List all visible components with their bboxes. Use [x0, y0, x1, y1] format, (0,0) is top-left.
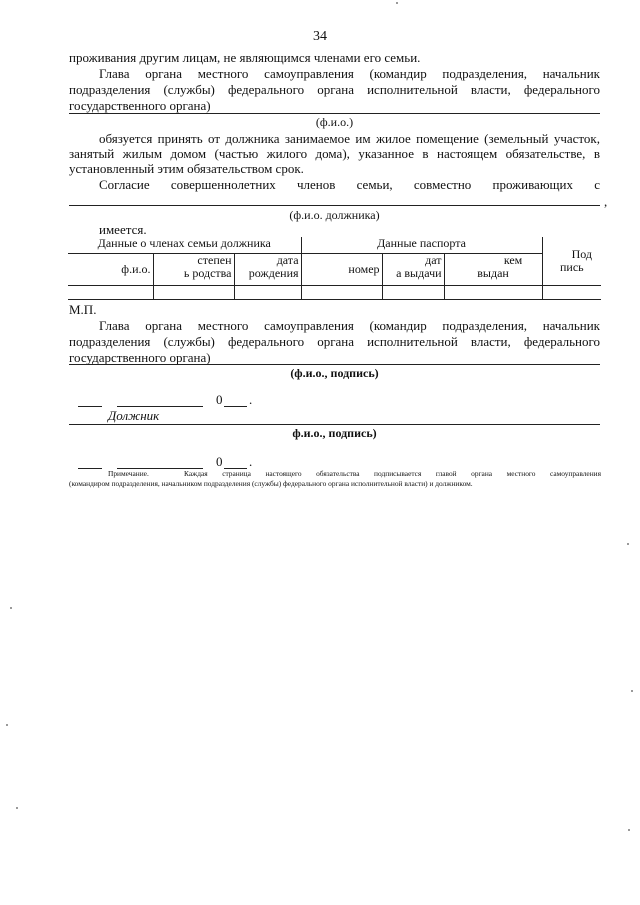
table-cell	[382, 285, 444, 299]
month-line	[117, 406, 203, 407]
col-issued-by	[444, 253, 542, 285]
head-of-authority-2-line3: государственного органа)	[69, 350, 211, 365]
debtor-fill-line	[69, 205, 600, 206]
debtor-label: Должник	[108, 408, 160, 423]
col-passport-number: номер	[301, 253, 382, 285]
col-issue-date	[382, 253, 444, 285]
col-birth-date	[234, 253, 301, 285]
fio-fill-line	[69, 113, 600, 114]
signature-header-part2: пись	[559, 259, 584, 274]
signature-header-part1: Под	[571, 246, 593, 261]
caption-fio: (ф.и.о.)	[315, 115, 354, 129]
caption-fio-sign: (ф.и.о., подпись)	[290, 366, 379, 380]
table-cell	[153, 285, 234, 299]
table-cell	[234, 285, 301, 299]
table-cell	[542, 285, 601, 299]
exists-word: имеется.	[99, 222, 147, 237]
scan-speck	[10, 607, 12, 609]
head-of-authority-line3: государственного органа)	[69, 98, 211, 113]
head-of-authority-2-line2: подразделения (службы) федерального органа исполнительной власти, федерального	[69, 334, 600, 349]
head-of-authority-line1: Глава органа местного самоуправления (командир подразделения, начальник	[99, 66, 600, 81]
family-members-table	[68, 237, 601, 300]
col-relation	[153, 253, 234, 285]
caption-fio-sign-2: ф.и.о., подпись)	[292, 426, 377, 440]
page-number: 34	[313, 29, 327, 44]
col-issued-by-part2: выдан	[477, 265, 509, 280]
col-birth-part2: рождения	[248, 265, 299, 280]
date-dot: .	[249, 392, 253, 407]
fio-sign-fill-line	[69, 364, 600, 365]
comma: ,	[604, 194, 608, 209]
table-cell	[68, 285, 153, 299]
note-line2: (командиром подразделения, начальником подразделения (службы) федерального органа исполнительной власти) и должником.	[69, 479, 473, 488]
head-of-authority-2-line1: Глава органа местного самоуправления (командир подразделения, начальник	[99, 318, 600, 333]
col-relation-part2: ь родства	[183, 265, 232, 280]
note-line1: Каждая страница настоящего обязательства подписывается главой органа местного самоуправления	[184, 469, 601, 478]
consent-line1: Согласие совершеннолетних членов семьи, совместно проживающих с	[99, 177, 600, 192]
col-birth-part1: дата	[276, 252, 299, 267]
debtor-sign-fill-line	[69, 424, 600, 425]
obligation-line3: установленный этим обязательством срок.	[69, 161, 304, 176]
signature-column-header	[542, 237, 601, 285]
table-cell	[301, 285, 382, 299]
group-family-header: Данные о членах семьи должника	[68, 237, 301, 253]
date-dot-2: .	[249, 454, 253, 469]
day-line	[78, 406, 102, 407]
group-passport-header: Данные паспорта	[301, 237, 542, 253]
scan-speck	[628, 829, 630, 831]
col-issue-part2: а выдачи	[396, 265, 442, 280]
stamp-label: М.П.	[69, 302, 97, 317]
col-relation-part1: степен	[197, 252, 232, 267]
col-fio: ф.и.о.	[68, 253, 153, 285]
scan-speck	[16, 807, 18, 809]
note-label: Примечание.	[108, 469, 149, 478]
caption-debtor: (ф.и.о. должника)	[289, 208, 380, 222]
col-issue-part1: дат	[425, 252, 442, 267]
day-line-2	[78, 468, 102, 469]
paragraph-continuation: проживания другим лицам, не являющимся членами его семьи.	[69, 50, 421, 65]
table-cell	[444, 285, 542, 299]
table-empty-row	[68, 285, 601, 299]
obligation-line1: обязуется принять от должника занимаемое им жилое помещение (земельный участок,	[99, 131, 600, 146]
col-issued-by-part1: кем	[503, 252, 523, 267]
year-prefix-2: 0	[216, 454, 223, 469]
scan-speck	[6, 724, 8, 726]
scan-speck	[396, 2, 398, 4]
year-line	[224, 406, 247, 407]
obligation-line2: занятый жилым домом (частью жилого дома), указанное в настоящем обязательстве, в	[69, 146, 600, 161]
year-prefix: 0	[216, 392, 223, 407]
scan-speck	[631, 690, 633, 692]
head-of-authority-line2: подразделения (службы) федерального органа исполнительной власти, федерального	[69, 82, 600, 97]
scan-speck	[627, 543, 629, 545]
